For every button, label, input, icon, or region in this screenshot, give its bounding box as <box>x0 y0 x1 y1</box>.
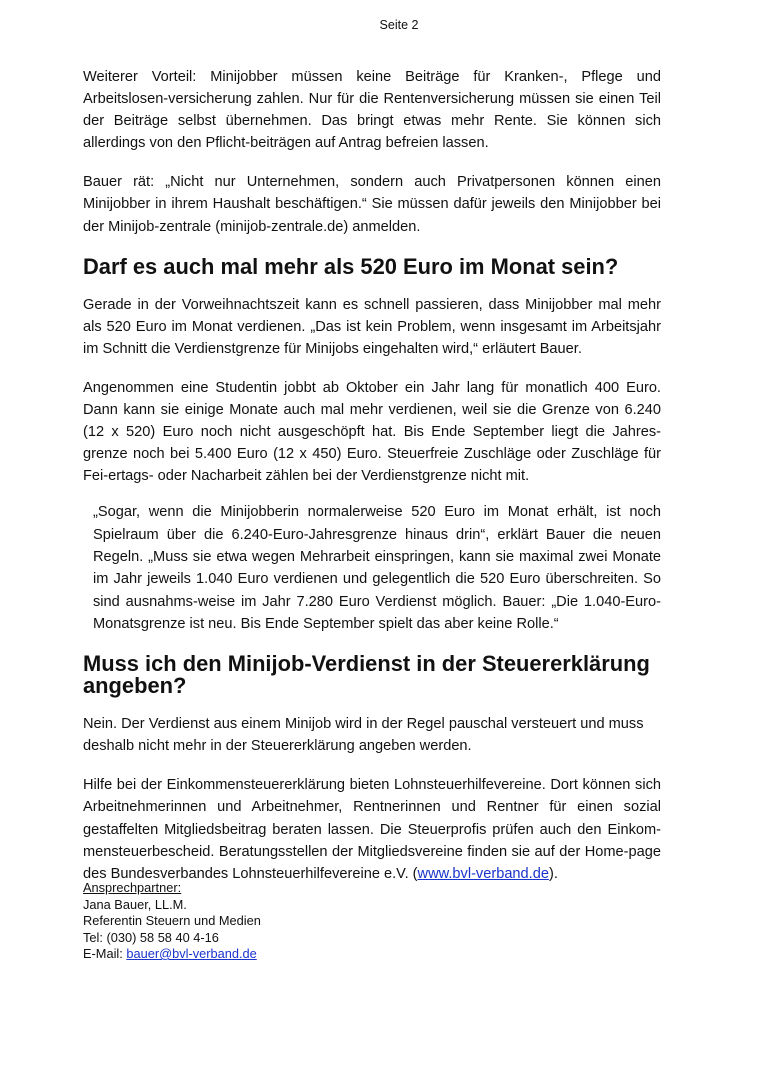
paragraph-text: Hilfe bei der Einkommensteuererklärung bieten Lohnsteuerhilfevereine. Dort können sich Arbeitnehmerinnen und Arbeitnehmer, Rentnerinnen und Rentner für einen sozial gestaffelten Mitgliedsbeitrag beraten lassen. Die Steuerprofis prüfen auch den Einkom-mensteuerbescheid. Beratungsstellen der Mitgliedsvereine finden sie auf der Home-page des Bundesverbandes Lohnsteuerhilfevereine e.V. ( <box>83 777 661 882</box>
contact-name: Jana Bauer, LL.M. <box>83 896 187 912</box>
contact-phone: Tel: (030) 58 58 40 4-16 <box>83 929 219 945</box>
contact-email-line <box>83 946 261 963</box>
quote-paragraph: „Sogar, wenn die Minijobberin normalerweise 520 Euro im Monat erhält, ist noch Spielraum über die 6.240-Euro-Jahresgrenze hinaus drin“, erklärt Bauer die neuen Regeln. „Muss sie etwa wegen Mehrarbeit einspringen, kann sie maximal zwei Monate im Jahr jeweils 1.040 Euro verdienen und gelegentlich die 520 Euro überschreiten. So sind ausnahms-weise im Jahr 7.280 Euro Verdienst möglich. Bauer: „Die 1.040-Euro-Monatsgrenze ist neu. Bis Ende September spielt das aber keine Rolle.“ <box>93 504 661 632</box>
section-heading-mehr-als-520: Darf es auch mal mehr als 520 Euro im Monat sein? <box>83 253 619 279</box>
paragraph-studentin-beispiel: Angenommen eine Studentin jobbt ab Oktober ein Jahr lang für monatlich 400 Euro. Dann kann sie einige Monate auch mal mehr verdienen, weil sie die Grenze von 6.240 (12 x 520) Euro noch nicht ausgeschöpft hat. Bis Ende September liegt die Jahres-grenze noch bei 5.400 Euro (12 x 450) Euro. Steuerfreie Zuschläge oder Zuschläge für Fei-ertags- oder Nacharbeit zählen bei der Verdienstgrenze nicht mit. <box>83 379 661 485</box>
paragraph-vorteil: Weiterer Vorteil: Minijobber müssen keine Beiträge für Kranken-, Pflege und Arbeitslosen-versicherung zahlen. Nur für die Rentenversicherung müssen sie einen Teil der Beiträge selbst übernehmen. Das bringt etwas mehr Rente. Sie können sich allerdings von den Pflicht-beiträgen auf Antrag befreien lassen. <box>83 69 661 152</box>
paragraph-lohnsteuerhilfevereine <box>83 774 661 884</box>
email-prefix: E-Mail: <box>83 946 127 961</box>
paragraph-end: ). <box>548 865 558 882</box>
contact-block <box>83 880 261 963</box>
document-body <box>83 66 661 885</box>
paragraph-vorweihnachtszeit: Gerade in der Vorweihnachtszeit kann es schnell passieren, dass Minijobber mal mehr als 520 Euro im Monat verdienen. „Das ist kein Problem, wenn insgesamt im Arbeitsjahr im Schnitt die Verdienstgrenze für Minijobs eingehalten wird,“ erläutert Bauer. <box>83 296 661 357</box>
paragraph-pauschal-versteuert: Nein. Der Verdienst aus einem Minijob wird in der Regel pauschal versteuert und muss deshalb nicht mehr in der Steuererklärung angeben werden. <box>83 716 644 755</box>
section-heading-steuererklaerung: Muss ich den Minijob-Verdienst in der Steuererklärung angeben? <box>83 651 650 699</box>
page-number: Seite 2 <box>379 18 419 32</box>
email-link[interactable]: bauer@bvl-verband.de <box>126 946 257 961</box>
contact-label: Ansprechpartner: <box>83 880 182 895</box>
paragraph-bauer-rat: Bauer rät: „Nicht nur Unternehmen, sondern auch Privatpersonen können einen Minijobber in ihrem Haushalt beschäftigen.“ Sie müssen dafür jeweils den Minijobber bei der Minijob-zentrale (minijob-zentrale.de) anmelden. <box>83 174 661 235</box>
contact-role: Referentin Steuern und Medien <box>83 913 261 928</box>
bvl-website-link[interactable]: www.bvl-verband.de <box>417 865 549 882</box>
